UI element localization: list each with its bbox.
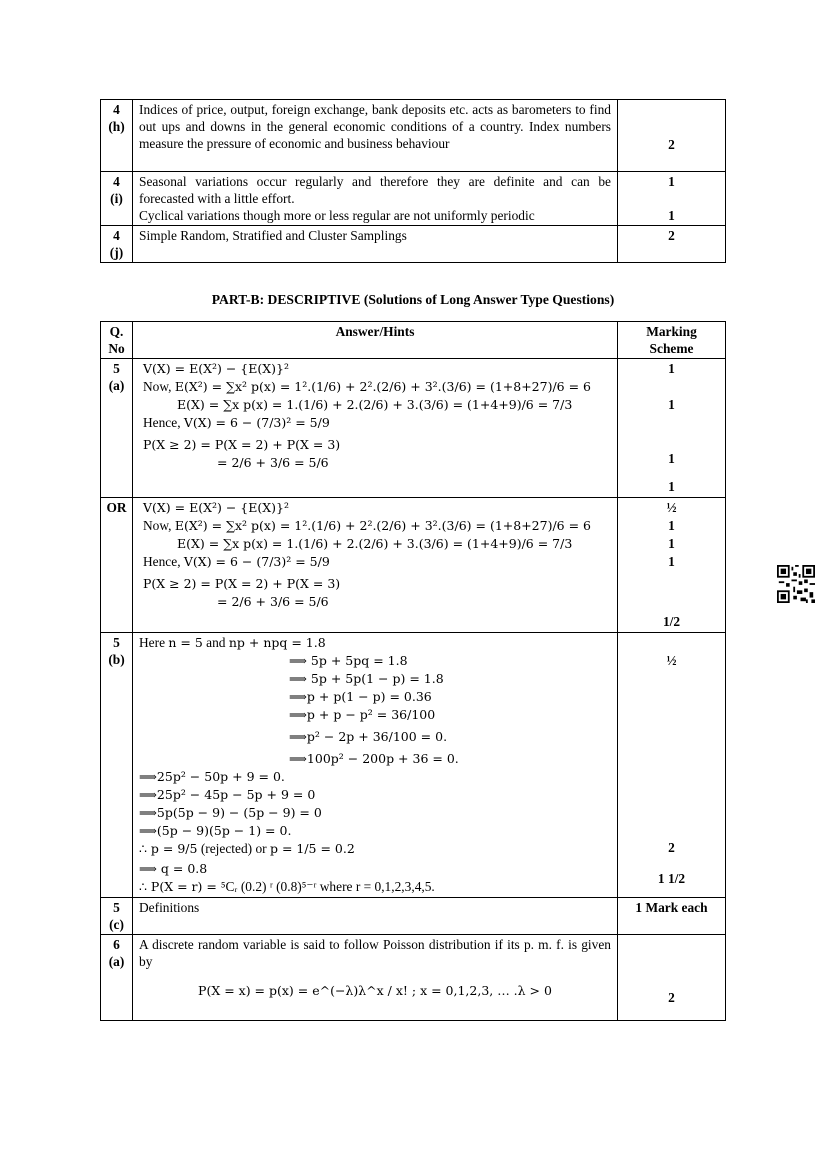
math-line — [143, 378, 611, 396]
math-line: = 2/6 + 3/6 = 5/6 — [217, 455, 329, 470]
text: Here — [139, 635, 169, 650]
math-line: ⟹5p(5p − 9) − (5p − 9) = 0 — [139, 805, 322, 820]
marks-value: 1 — [668, 554, 675, 569]
marks-value: 1 — [668, 451, 675, 466]
table-row — [101, 359, 726, 498]
marks-value — [624, 468, 719, 478]
question-number — [101, 359, 133, 498]
question-number — [101, 100, 133, 172]
marks-value — [624, 432, 719, 450]
question-number — [101, 498, 133, 633]
q-num: 5 — [113, 900, 120, 915]
math: n = 5 — [168, 635, 203, 650]
math-line — [143, 553, 611, 575]
math-line: P(X ≥ 2) = P(X = 2) + P(X = 3) — [143, 437, 341, 452]
marks-value: 2 — [668, 228, 675, 243]
answer-cell — [133, 359, 618, 498]
marks-cell — [618, 498, 726, 633]
qr-code-icon — [777, 565, 815, 603]
table-row — [101, 100, 726, 172]
question-number — [101, 172, 133, 226]
answer-cell: Simple Random, Stratified and Cluster Samplings — [133, 226, 618, 263]
q-sub: (c) — [109, 917, 124, 932]
math-line: ⟹25p² − 45p − 5p + 9 = 0 — [139, 787, 316, 802]
header-text: Marking — [646, 324, 697, 339]
math-line: = 2/6 + 3/6 = 5/6 — [217, 594, 329, 609]
math-line — [139, 634, 611, 652]
answer-cell — [133, 172, 618, 226]
qno-header — [101, 322, 133, 359]
math-line — [139, 878, 611, 896]
marks-cell — [618, 226, 726, 263]
header-text: Q. — [109, 324, 124, 339]
math-line: ⟹25p² − 50p + 9 = 0. — [139, 769, 285, 784]
q-sub: (j) — [109, 245, 124, 260]
marks-cell: 1 Mark each — [618, 898, 726, 935]
math: V(X) = 6 − (7/3)² = 5/9 — [183, 415, 330, 430]
text: Now, — [143, 518, 175, 533]
math-line: V(X) = E(X²) − {E(X)}² — [143, 361, 290, 376]
math: V(X) = 6 − (7/3)² = 5/9 — [183, 554, 330, 569]
poisson-formula: P(X = x) = p(x) = e^(−λ)λ^x / x! ; x = 0,1,2,3, … .λ > 0 — [198, 983, 552, 998]
math: np + npq = 1.8 — [228, 635, 326, 650]
math: p = 1/5 = 0.2 — [269, 841, 355, 856]
q-num: 5 — [113, 635, 120, 650]
table-row — [101, 498, 726, 633]
table-row — [101, 172, 726, 226]
table-row — [101, 633, 726, 898]
part-b-table — [100, 321, 726, 1021]
part-b-title: PART-B: DESCRIPTIVE (Solutions of Long Answer Type Questions) — [211, 292, 615, 307]
answer-cell: Indices of price, output, foreign exchange, bank deposits etc. acts as barometers to find out ups and downs in the general economic conditions of a country. Index numbers measure the pressure of economic and business behaviour — [133, 100, 618, 172]
marks-value: 2 — [668, 840, 675, 855]
marks-header — [618, 322, 726, 359]
answer-cell — [133, 935, 618, 1021]
header-text: Scheme — [649, 341, 694, 356]
answer-header: Answer/Hints — [133, 322, 618, 359]
marks-value — [624, 589, 719, 607]
question-number — [101, 898, 133, 935]
math-line: ⟹ q = 0.8 — [139, 861, 208, 876]
math-line: V(X) = E(X²) − {E(X)}² — [143, 500, 290, 515]
math: ⁵Cᵣ (0.2) ʳ (0.8)⁵⁻ʳ — [220, 879, 317, 894]
text: (rejected) or — [197, 841, 270, 856]
marks-value: 1 — [668, 479, 675, 494]
marks-value: 1 — [668, 518, 675, 533]
math-line — [139, 840, 611, 860]
math-line: ⟹(5p − 9)(5p − 1) = 0. — [139, 823, 292, 838]
q-sub: (h) — [108, 119, 125, 134]
math-line: ⟹100p² − 200p + 36 = 0. — [289, 751, 459, 766]
math: ∴ P(X = r) = — [139, 879, 221, 894]
marks-value: 1 — [668, 397, 675, 412]
math: E(X²) = ∑x² p(x) = 1².(1/6) + 2².(2/6) + 3².(3/6) = (1+8+27)/6 = 6 — [174, 379, 592, 394]
header-row — [101, 322, 726, 359]
text: Now, — [143, 379, 175, 394]
math: ∴ p = 9/5 — [139, 841, 198, 856]
text: where r = 0,1,2,3,4,5. — [316, 879, 435, 894]
marks-value: 1 — [668, 536, 675, 551]
answer-cell — [133, 633, 618, 898]
math: E(X²) = ∑x² p(x) = 1².(1/6) + 2².(2/6) + 3².(3/6) = (1+8+27)/6 = 6 — [174, 518, 592, 533]
question-number — [101, 935, 133, 1021]
math-line — [143, 517, 611, 535]
q-sub: (a) — [108, 378, 125, 393]
marks-cell — [618, 633, 726, 898]
math-line: ⟹ 5p + 5p(1 − p) = 1.8 — [289, 671, 444, 686]
marks-value — [624, 414, 719, 432]
answer-cell: Definitions — [133, 898, 618, 935]
q-num: 4 — [113, 102, 120, 117]
answer-cell — [133, 498, 618, 633]
table-row — [101, 935, 726, 1021]
marks-value: 1 — [668, 208, 675, 223]
text: and — [202, 635, 229, 650]
q-num: 4 — [113, 174, 120, 189]
question-number — [101, 226, 133, 263]
math-line: E(X) = ∑x p(x) = 1.(1/6) + 2.(2/6) + 3.(3/6) = (1+4+9)/6 = 7/3 — [177, 397, 573, 412]
answer-line: Cyclical variations though more or less regular are not uniformly periodic — [139, 208, 535, 223]
marks-cell — [618, 100, 726, 172]
marks-value: 2 — [668, 990, 675, 1005]
math-line — [143, 414, 611, 436]
math-line: ⟹p + p − p² = 36/100 — [289, 707, 436, 722]
question-number — [101, 633, 133, 898]
marks-value: 1 1/2 — [657, 871, 686, 886]
marks-value: 1/2 — [662, 614, 681, 629]
q-sub: (b) — [108, 652, 125, 667]
answer-text: A discrete random variable is said to follow Poisson distribution if its p. m. f. is given by — [139, 937, 611, 969]
math-line: ⟹p² − 2p + 36/100 = 0. — [289, 729, 448, 744]
q-sub: (a) — [108, 954, 125, 969]
answer-line: Seasonal variations occur regularly and therefore they are definite and can be forecasted with a little effort. — [139, 174, 611, 206]
q-sub: (i) — [110, 191, 123, 206]
math-line: ⟹ 5p + 5pq = 1.8 — [289, 653, 408, 668]
marks-value: 2 — [668, 136, 675, 152]
math-line: P(X ≥ 2) = P(X = 2) + P(X = 3) — [143, 576, 341, 591]
marks-value: 1 — [668, 174, 675, 189]
marks-value — [624, 571, 719, 589]
text: Hence, — [143, 415, 184, 430]
marks-cell — [618, 359, 726, 498]
table-row — [101, 898, 726, 935]
marks-value: 1 — [668, 361, 675, 376]
math-line: E(X) = ∑x p(x) = 1.(1/6) + 2.(2/6) + 3.(3/6) = (1+4+9)/6 = 7/3 — [177, 536, 573, 551]
table-row — [101, 226, 726, 263]
q-num: 6 — [113, 937, 120, 952]
marks-value: ½ — [666, 653, 677, 668]
marks-cell — [618, 935, 726, 1021]
part-a-table — [100, 99, 726, 263]
q-num: 5 — [113, 361, 120, 376]
header-text: No — [108, 341, 125, 356]
marks-value: ½ — [666, 500, 677, 515]
marks-cell — [618, 172, 726, 226]
q-num: OR — [106, 500, 127, 515]
marks-value — [624, 378, 719, 396]
text: Hence, — [143, 554, 184, 569]
math-line: ⟹p + p(1 − p) = 0.36 — [289, 689, 432, 704]
q-num: 4 — [113, 228, 120, 243]
